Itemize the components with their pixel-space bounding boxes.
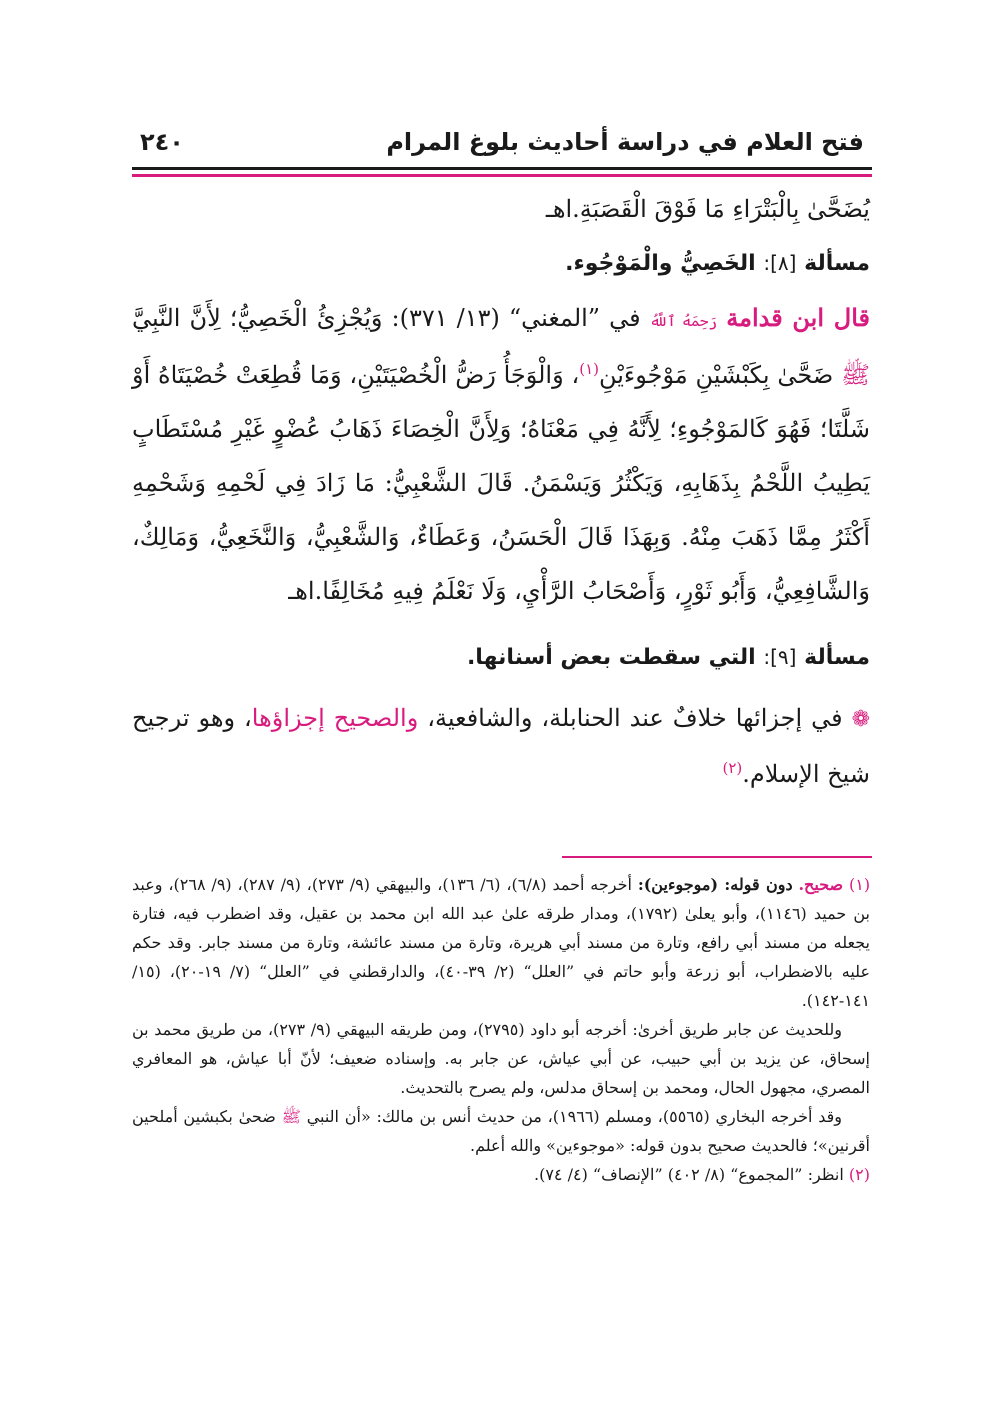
- footnote-1-mark: (١): [848, 875, 871, 894]
- footnote-1-p3-text-b: ضحىٰ بكبشين أملحين أقرنين»؛ فالحديث صحيح بدون قوله: «موجوءين» والله أعلم.: [132, 1107, 870, 1155]
- masala-number: [٩]:: [763, 645, 797, 669]
- ibn-qudama-paragraph: [132, 291, 870, 618]
- honorific-glyph: رَحِمَهُ ٱللَّهُ: [649, 312, 718, 330]
- paragraph-text-a: في ”المغني“ (١٣/ ٣٧١): وَيُجْزِئُ الْخَصِيُّ؛ لِأَنَّ النَّبِيَّ: [132, 304, 641, 332]
- footnote-marker-1[interactable]: (١): [579, 360, 599, 378]
- masala-label: مسألة: [804, 251, 870, 276]
- masala-9-heading: [132, 630, 870, 685]
- footnote-1-lead: دون قوله: (موجوءين):: [637, 875, 793, 894]
- footnote-1: [132, 870, 870, 1015]
- ruling-text-b: ، وهو ترجيح شيخ الإسلام.: [132, 704, 870, 788]
- footnotes: [132, 870, 870, 1189]
- ruling-highlight: والصحيح إجزاؤها: [251, 704, 419, 732]
- ruling-text-a: في إجزائها خلافٌ عند الحنابلة، والشافعية،: [427, 704, 843, 732]
- running-header: [140, 122, 864, 166]
- footnote-2-mark: (٢): [848, 1165, 870, 1184]
- footnote-1-p3-text-a: وقد أخرجه البخاري (٥٥٦٥)، ومسلم (١٩٦٦)، من حديث أنس بن مالك: «أن النبي: [306, 1107, 842, 1126]
- masala-label: مسألة: [804, 645, 870, 670]
- header-rule-black: [132, 167, 872, 170]
- book-title: فتح العلام في دراسة أحاديث بلوغ المرام: [386, 128, 864, 156]
- footnote-1-text: أخرجه أحمد (٦/٨)، (٦/ ١٣٦)، والبيهقي (٩/ ٢٧٣)، (٩/ ٢٨٧)، (٩/ ٢٦٨)، وعبد بن حميد (١١٤٦)، وأبو يعلىٰ (١٧٩٢)، ومدار طرقه علىٰ عبد الله ابن محمد بن عقيل، وقد اضطرب فيه، فتارة يجعله من مسند أبي رافع، وتارة من مسند أبي هريرة، وتارة من مسند عائشة، وتارة من مسند جابر. وقد حكم عليه بالاضطراب، أبو زرعة وأبو حاتم في ”العلل“ (٢/ ٣٩-٤٠)، والدارقطني في ”العلل“ (٧/ ١٩-٢٠)، (١٥/ ١٤١-١٤٢).: [132, 875, 871, 1010]
- header-rule-pink: [132, 174, 872, 177]
- salawat-glyph: ﷺ: [281, 1107, 301, 1126]
- masala-title: التي سقطت بعض أسنانها.: [466, 645, 756, 670]
- main-text: [132, 182, 870, 801]
- masala-number: [٨]:: [763, 251, 797, 275]
- ruling-paragraph: [132, 691, 870, 801]
- footnote-1-grade: صحيح.: [798, 875, 844, 894]
- flower-icon: ❁: [851, 707, 870, 732]
- footnote-marker-2[interactable]: (٢): [722, 759, 743, 777]
- footnote-2: [132, 1160, 870, 1189]
- paragraph-text-c: ، وَالْوَجَأُ رَضُّ الْخُصْيَتَيْنِ، وَمَا قُطِعَتْ خُصْيَتَاهُ أَوْ شَلَّتَا؛ فَهُوَ كَالمَوْجُوءِ؛ لِأَنَّهُ فِي مَعْنَاهُ؛ وَلِأَنَّ الْخِصَاءَ ذَهَابُ عُضْوٍ غَيْرِ مُسْتَطَابٍ يَطِيبُ اللَّحْمُ بِذَهَابِهِ، وَيَكْثُرُ وَيَسْمَنُ. قَالَ الشَّعْبِيُّ: مَا زَادَ فِي لَحْمِهِ وَشَحْمِهِ أَكْثَرُ مِمَّا ذَهَبَ مِنْهُ. وَبِهَذَا قَالَ الْحَسَنُ، وَعَطَاءٌ، وَالشَّعْبِيُّ، وَالنَّخَعِيُّ، وَمَالِكٌ، وَالشَّافِعِيُّ، وَأَبُو ثَوْرٍ، وَأَصْحَابُ الرَّأْيِ، وَلَا نَعْلَمُ فِيهِ مُخَالِفًا.اهـ: [132, 361, 870, 605]
- page-number: ٢٤٠: [140, 128, 184, 156]
- paragraph-text-b: ضَحَّىٰ بِكَبْشَيْنِ مَوْجُوءَيْنِ: [598, 361, 834, 389]
- author-name: قال ابن قدامة: [726, 303, 870, 332]
- salawat-glyph: ﷺ: [841, 361, 870, 389]
- masala-title: الخَصِيُّ والْمَوْجُوء.: [565, 251, 756, 276]
- footnote-1-paragraph-3: [132, 1102, 870, 1160]
- footnote-separator: [562, 856, 872, 858]
- quote-ending: يُضَحَّىٰ بِالْبَتْرَاءِ مَا فَوْقَ الْقَصَبَةِ.اهـ: [545, 195, 870, 223]
- masala-8-heading: [132, 236, 870, 291]
- footnote-2-text: انظر: ”المجموع“ (٨/ ٤٠٢) ”الإنصاف“ (٤/ ٧٤).: [534, 1165, 844, 1184]
- footnote-1-paragraph-2: وللحديث عن جابر طريق أخرىٰ: أخرجه أبو داود (٢٧٩٥)، ومن طريقه البيهقي (٩/ ٢٧٣)، من طريق محمد بن إسحاق، عن يزيد بن أبي حبيب، عن أبي عياش، عن جابر به. وإسناده ضعيف؛ لأنّ أبا عياش، هو المعافري المصري، مجهول الحال، ومحمد بن إسحاق مدلس، ولم يصرح بالتحديث.: [132, 1020, 871, 1097]
